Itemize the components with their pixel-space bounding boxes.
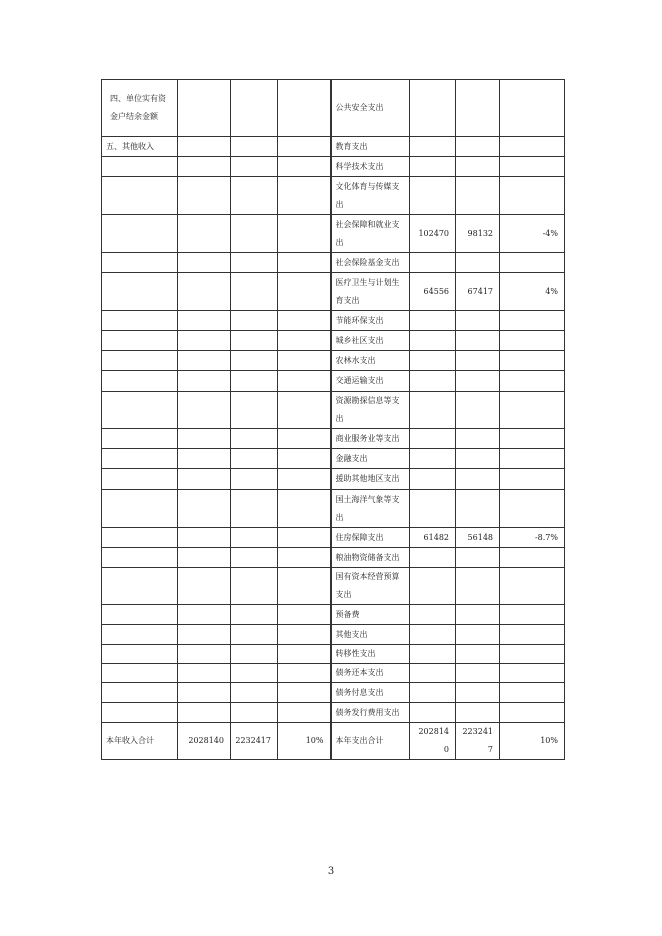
income-item-label (102, 568, 178, 605)
income-item-label (102, 351, 178, 371)
income-item-label (102, 469, 178, 490)
income-item-label (102, 664, 178, 683)
income-item-label (102, 311, 178, 331)
expense-this-year (456, 548, 500, 568)
table-row (102, 351, 565, 371)
income-item-label (102, 645, 178, 664)
expense-change-pct: -4% (500, 215, 565, 253)
table-row (102, 311, 565, 331)
expense-prev-year (410, 605, 456, 625)
income-total-prev: 2028140 (178, 723, 231, 760)
expense-prev-year: 61482 (410, 528, 456, 548)
income-change-pct (278, 273, 331, 311)
table-row (102, 664, 565, 683)
table-row (102, 645, 565, 664)
table-row (102, 371, 565, 392)
income-item-label (102, 157, 178, 177)
page-number: 3 (327, 866, 335, 877)
income-item-label (102, 429, 178, 449)
income-total-pct: 10% (278, 723, 331, 760)
expense-this-year (456, 605, 500, 625)
expense-item-label: 粮油物资储备支出 (331, 548, 410, 568)
expense-item-label: 社会保障和就业支出 (331, 215, 410, 253)
expense-item-label: 债务还本支出 (331, 664, 410, 683)
expense-prev-year (410, 429, 456, 449)
income-prev-year (178, 157, 231, 177)
expense-this-year (456, 703, 500, 723)
table-row (102, 605, 565, 625)
expense-change-pct (500, 351, 565, 371)
income-change-pct (278, 137, 331, 157)
total-row (102, 723, 565, 760)
income-prev-year (178, 177, 231, 215)
income-this-year (231, 469, 278, 490)
expense-item-label: 债务付息支出 (331, 683, 410, 703)
expense-this-year (456, 331, 500, 351)
expense-item-label: 医疗卫生与计划生育支出 (331, 273, 410, 311)
income-prev-year (178, 625, 231, 645)
income-this-year (231, 664, 278, 683)
expense-this-year (456, 429, 500, 449)
income-item-label: 四、单位实有资金户结余金额 (102, 80, 178, 137)
table-row (102, 253, 565, 273)
expense-prev-year (410, 490, 456, 528)
expense-prev-year (410, 253, 456, 273)
expense-item-label: 预备费 (331, 605, 410, 625)
expense-this-year: 56148 (456, 528, 500, 548)
expense-this-year (456, 177, 500, 215)
table-row (102, 273, 565, 311)
expense-item-label: 城乡社区支出 (331, 331, 410, 351)
table-row (102, 215, 565, 253)
expense-prev-year (410, 331, 456, 351)
income-prev-year (178, 351, 231, 371)
expense-change-pct (500, 80, 565, 137)
expense-item-label: 债务发行费用支出 (331, 703, 410, 723)
income-prev-year (178, 664, 231, 683)
income-change-pct (278, 664, 331, 683)
income-prev-year (178, 331, 231, 351)
expense-change-pct (500, 605, 565, 625)
income-this-year (231, 351, 278, 371)
income-item-label (102, 528, 178, 548)
table-row (102, 80, 565, 137)
income-item-label: 五、其他收入 (102, 137, 178, 157)
income-this-year (231, 528, 278, 548)
expense-change-pct (500, 429, 565, 449)
table-body (102, 80, 565, 760)
income-this-year (231, 253, 278, 273)
income-change-pct (278, 157, 331, 177)
income-this-year (231, 80, 278, 137)
expense-change-pct (500, 371, 565, 392)
expense-prev-year (410, 80, 456, 137)
income-this-year (231, 605, 278, 625)
expense-item-label: 节能环保支出 (331, 311, 410, 331)
income-this-year (231, 490, 278, 528)
table-row (102, 331, 565, 351)
expense-prev-year (410, 469, 456, 490)
table-row (102, 490, 565, 528)
expense-change-pct (500, 311, 565, 331)
expense-item-label: 其他支出 (331, 625, 410, 645)
income-this-year (231, 137, 278, 157)
expense-this-year (456, 137, 500, 157)
expense-change-pct: 4% (500, 273, 565, 311)
table-row (102, 177, 565, 215)
income-prev-year (178, 645, 231, 664)
expense-item-label: 资源勘探信息等支出 (331, 392, 410, 429)
expense-this-year (456, 469, 500, 490)
expense-prev-year (410, 351, 456, 371)
income-change-pct (278, 490, 331, 528)
income-change-pct (278, 683, 331, 703)
table-row (102, 683, 565, 703)
expense-prev-year (410, 371, 456, 392)
income-prev-year (178, 683, 231, 703)
table-row (102, 137, 565, 157)
income-change-pct (278, 253, 331, 273)
table-row (102, 429, 565, 449)
expense-this-year (456, 645, 500, 664)
expense-this-year (456, 683, 500, 703)
expense-item-label: 社会保险基金支出 (331, 253, 410, 273)
expense-total-pct: 10% (500, 723, 565, 760)
expense-prev-year (410, 625, 456, 645)
expense-prev-year (410, 568, 456, 605)
expense-change-pct (500, 253, 565, 273)
expense-change-pct (500, 683, 565, 703)
table-row (102, 703, 565, 723)
income-change-pct (278, 80, 331, 137)
expense-this-year: 98132 (456, 215, 500, 253)
income-item-label (102, 392, 178, 429)
income-prev-year (178, 703, 231, 723)
expense-prev-year (410, 548, 456, 568)
income-prev-year (178, 429, 231, 449)
income-change-pct (278, 371, 331, 392)
income-change-pct (278, 528, 331, 548)
income-this-year (231, 429, 278, 449)
expense-item-label: 国土海洋气象等支出 (331, 490, 410, 528)
expense-change-pct (500, 331, 565, 351)
income-change-pct (278, 625, 331, 645)
expense-change-pct (500, 490, 565, 528)
income-change-pct (278, 548, 331, 568)
expense-total-label: 本年支出合计 (331, 723, 410, 760)
expense-prev-year: 102470 (410, 215, 456, 253)
table-row (102, 469, 565, 490)
income-this-year (231, 568, 278, 605)
income-change-pct (278, 429, 331, 449)
expense-change-pct (500, 625, 565, 645)
expense-item-label: 住房保障支出 (331, 528, 410, 548)
expense-change-pct (500, 548, 565, 568)
income-this-year (231, 273, 278, 311)
expense-prev-year (410, 449, 456, 469)
expense-prev-year (410, 683, 456, 703)
income-change-pct (278, 392, 331, 429)
income-change-pct (278, 215, 331, 253)
income-item-label (102, 490, 178, 528)
expense-item-label: 农林水支出 (331, 351, 410, 371)
income-item-label (102, 371, 178, 392)
income-change-pct (278, 331, 331, 351)
expense-prev-year (410, 392, 456, 429)
expense-this-year (456, 664, 500, 683)
income-prev-year (178, 490, 231, 528)
income-prev-year (178, 80, 231, 137)
income-prev-year (178, 605, 231, 625)
income-item-label (102, 625, 178, 645)
expense-prev-year (410, 645, 456, 664)
expense-item-label: 商业服务业等支出 (331, 429, 410, 449)
expense-prev-year (410, 177, 456, 215)
expense-change-pct (500, 392, 565, 429)
expense-prev-year (410, 137, 456, 157)
income-this-year (231, 703, 278, 723)
income-prev-year (178, 528, 231, 548)
expense-item-label: 金融支出 (331, 449, 410, 469)
income-this-year (231, 392, 278, 429)
expense-this-year (456, 392, 500, 429)
expense-prev-year (410, 664, 456, 683)
expense-item-label: 援助其他地区支出 (331, 469, 410, 490)
expense-this-year (456, 351, 500, 371)
expense-this-year (456, 490, 500, 528)
expense-change-pct (500, 664, 565, 683)
expense-this-year (456, 80, 500, 137)
expense-item-label: 科学技术支出 (331, 157, 410, 177)
income-total-label: 本年收入合计 (102, 723, 178, 760)
table-row (102, 568, 565, 605)
table-row (102, 157, 565, 177)
income-item-label (102, 605, 178, 625)
table-row (102, 548, 565, 568)
income-prev-year (178, 273, 231, 311)
expense-change-pct (500, 469, 565, 490)
income-item-label (102, 331, 178, 351)
income-item-label (102, 177, 178, 215)
expense-this-year (456, 253, 500, 273)
income-item-label (102, 215, 178, 253)
income-prev-year (178, 392, 231, 429)
expense-change-pct (500, 137, 565, 157)
income-item-label (102, 273, 178, 311)
expense-change-pct (500, 645, 565, 664)
income-change-pct (278, 645, 331, 664)
income-this-year (231, 311, 278, 331)
expense-this-year (456, 449, 500, 469)
income-item-label (102, 449, 178, 469)
income-prev-year (178, 215, 231, 253)
expense-prev-year: 64556 (410, 273, 456, 311)
expense-this-year: 67417 (456, 273, 500, 311)
expense-item-label: 交通运输支出 (331, 371, 410, 392)
income-change-pct (278, 449, 331, 469)
table-row (102, 528, 565, 548)
income-item-label (102, 548, 178, 568)
income-prev-year (178, 371, 231, 392)
income-prev-year (178, 137, 231, 157)
income-item-label (102, 683, 178, 703)
income-item-label (102, 253, 178, 273)
income-prev-year (178, 568, 231, 605)
income-this-year (231, 371, 278, 392)
income-item-label (102, 703, 178, 723)
income-this-year (231, 645, 278, 664)
expense-this-year (456, 625, 500, 645)
table-row (102, 625, 565, 645)
income-prev-year (178, 311, 231, 331)
income-change-pct (278, 568, 331, 605)
income-this-year (231, 625, 278, 645)
expense-change-pct (500, 157, 565, 177)
expense-change-pct: -8.7% (500, 528, 565, 548)
income-prev-year (178, 253, 231, 273)
income-total-current: 2232417 (231, 723, 278, 760)
income-this-year (231, 331, 278, 351)
expense-item-label: 转移性支出 (331, 645, 410, 664)
income-this-year (231, 177, 278, 215)
income-this-year (231, 683, 278, 703)
expense-item-label: 文化体育与传媒支出 (331, 177, 410, 215)
income-change-pct (278, 605, 331, 625)
expense-this-year (456, 311, 500, 331)
expense-item-label: 教育支出 (331, 137, 410, 157)
income-prev-year (178, 449, 231, 469)
income-prev-year (178, 548, 231, 568)
expense-item-label: 国有资本经营预算支出 (331, 568, 410, 605)
income-prev-year (178, 469, 231, 490)
income-change-pct (278, 311, 331, 331)
income-change-pct (278, 469, 331, 490)
expense-change-pct (500, 703, 565, 723)
expense-total-current: 2232417 (456, 723, 500, 760)
expense-this-year (456, 371, 500, 392)
table-row (102, 449, 565, 469)
expense-change-pct (500, 449, 565, 469)
expense-change-pct (500, 177, 565, 215)
income-this-year (231, 449, 278, 469)
expense-change-pct (500, 568, 565, 605)
expense-this-year (456, 157, 500, 177)
budget-table (101, 79, 565, 760)
income-change-pct (278, 351, 331, 371)
income-this-year (231, 157, 278, 177)
income-change-pct (278, 703, 331, 723)
income-change-pct (278, 177, 331, 215)
expense-prev-year (410, 703, 456, 723)
expense-total-prev: 2028140 (410, 723, 456, 760)
expense-prev-year (410, 157, 456, 177)
expense-prev-year (410, 311, 456, 331)
income-this-year (231, 215, 278, 253)
table-row (102, 392, 565, 429)
expense-this-year (456, 568, 500, 605)
expense-item-label: 公共安全支出 (331, 80, 410, 137)
income-this-year (231, 548, 278, 568)
